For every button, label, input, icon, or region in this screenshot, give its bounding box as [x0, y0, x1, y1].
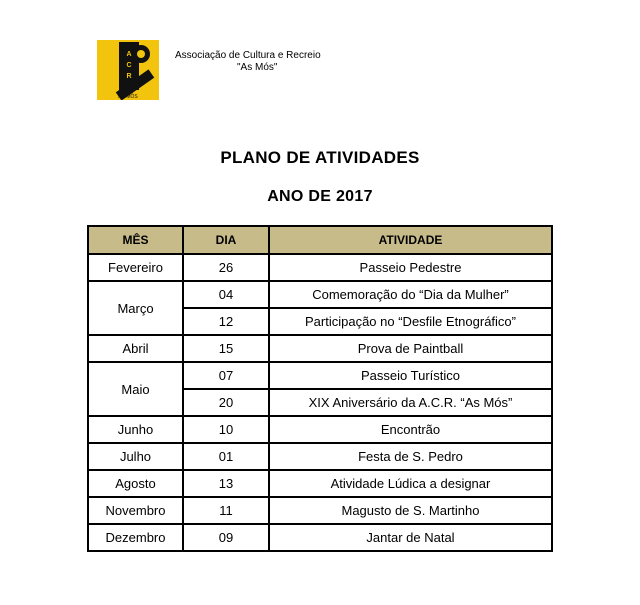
table-row [88, 524, 552, 551]
cell-activity: Passeio Pedestre [269, 254, 552, 281]
header-activity: ATIVIDADE [269, 226, 552, 254]
organization-name [175, 50, 321, 74]
cell-day: 04 [183, 281, 269, 308]
cell-activity: Magusto de S. Martinho [269, 497, 552, 524]
cell-activity: Comemoração do “Dia da Mulher” [269, 281, 552, 308]
table-row [88, 335, 552, 362]
org-line-2: "As Mós" [237, 62, 278, 73]
cell-month: Fevereiro [88, 254, 183, 281]
cell-activity: Festa de S. Pedro [269, 443, 552, 470]
cell-day: 20 [183, 389, 269, 416]
acr-logo [97, 40, 159, 100]
table-header-row [88, 226, 552, 254]
cell-day: 09 [183, 524, 269, 551]
cell-month: Junho [88, 416, 183, 443]
header-day: DIA [183, 226, 269, 254]
cell-month: Agosto [88, 470, 183, 497]
page-subtitle: ANO DE 2017 [267, 188, 373, 205]
cell-day: 13 [183, 470, 269, 497]
svg-text:AS MÓS: AS MÓS [118, 94, 138, 100]
table-row [88, 497, 552, 524]
cell-day: 11 [183, 497, 269, 524]
cell-day: 01 [183, 443, 269, 470]
cell-day: 07 [183, 362, 269, 389]
table-row [88, 470, 552, 497]
cell-month: Março [88, 281, 183, 335]
cell-month: Julho [88, 443, 183, 470]
cell-month: Abril [88, 335, 183, 362]
table-row [88, 254, 552, 281]
svg-text:C: C [126, 62, 132, 69]
svg-text:R: R [126, 73, 132, 80]
org-line-1: Associação de Cultura e Recreio [175, 50, 321, 61]
table-row [88, 443, 552, 470]
table-row [88, 416, 552, 443]
cell-activity: Atividade Lúdica a designar [269, 470, 552, 497]
cell-activity: Prova de Paintball [269, 335, 552, 362]
header-month: MÊS [88, 226, 183, 254]
cell-activity: Encontrão [269, 416, 552, 443]
cell-day: 15 [183, 335, 269, 362]
activities-table [87, 225, 553, 552]
cell-day: 10 [183, 416, 269, 443]
cell-day: 12 [183, 308, 269, 335]
cell-activity: Jantar de Natal [269, 524, 552, 551]
cell-activity: XIX Aniversário da A.C.R. “As Mós” [269, 389, 552, 416]
cell-day: 26 [183, 254, 269, 281]
cell-activity: Participação no “Desfile Etnográfico” [269, 308, 552, 335]
cell-month: Maio [88, 362, 183, 416]
page-title: PLANO DE ATIVIDADES [220, 148, 420, 167]
svg-text:A: A [126, 51, 132, 58]
table-row [88, 362, 552, 389]
table-row [88, 281, 552, 308]
cell-activity: Passeio Turístico [269, 362, 552, 389]
cell-month: Novembro [88, 497, 183, 524]
cell-month: Dezembro [88, 524, 183, 551]
